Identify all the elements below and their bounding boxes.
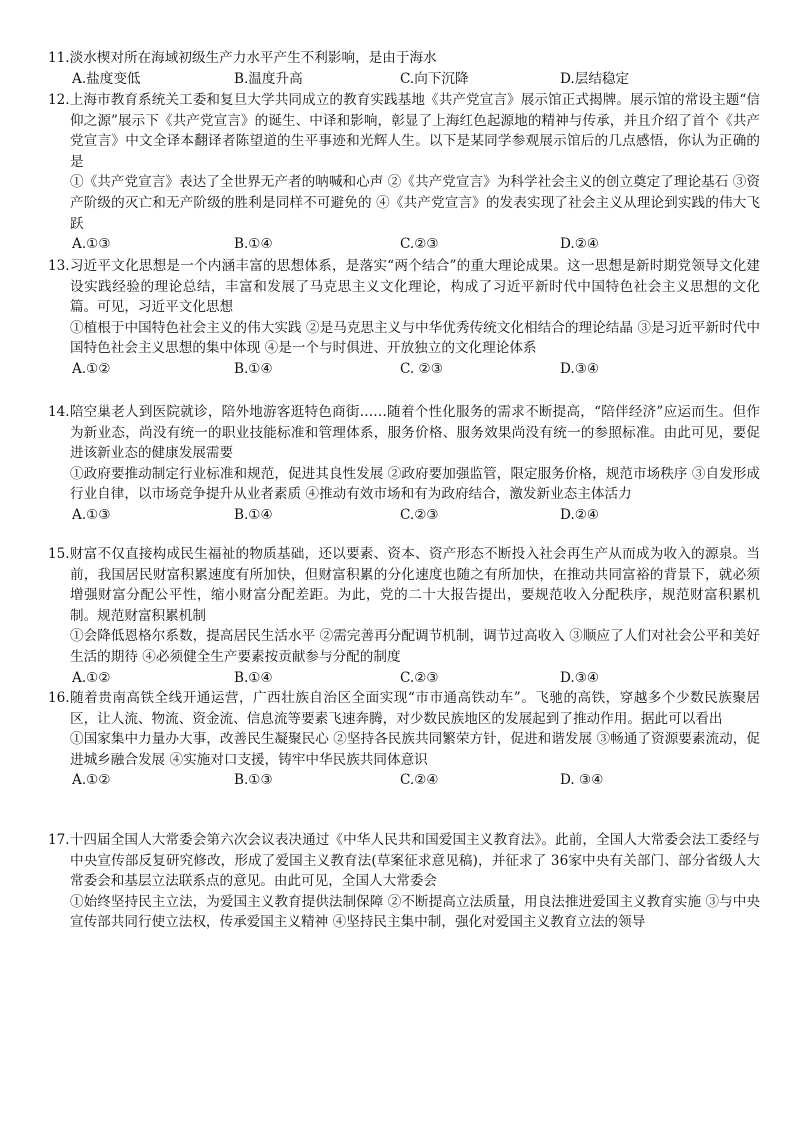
question-statements: ①国家集中力量办大事，改善民生凝聚民心 ②坚持各民族共同繁荣方针，促进和谐发展 ③畅通了资源要素流动，促进城乡融合发展 ④实施对口支援，铸牢中华民族共同体意识 xyxy=(70,731,760,768)
question-statements: ①会降低恩格尔系数，提高居民生活水平 ②需完善再分配调节机制，调节过高收入 ③顺应了人们对社会公平和美好生活的期待 ④必须健全生产要素按贡献参与分配的制度 xyxy=(70,628,760,665)
question-stem xyxy=(48,402,760,464)
answer-choices xyxy=(48,359,760,380)
choice-d: D.③④ xyxy=(560,669,600,686)
choice-c: C.②③ xyxy=(400,669,439,686)
question-13 xyxy=(48,256,760,380)
choice-b: B.①④ xyxy=(234,506,273,523)
question-text: 上海市教育系统关工委和复旦大学共同成立的教育实践基地《共产党宣言》展示馆正式揭牌。展示馆的常设主题“信仰之源”展示下《共产党宣言》的诞生、中译和影响，彰显了上海红色起源地的精神与传承，并且介绍了首个《共产党宣言》中文全译本翻译者陈望道的生平事迹和光辉人生。以下是某同学参观展示馆后的几点感悟，你认为正确的是 xyxy=(69,92,760,170)
question-17 xyxy=(48,830,760,933)
question-text: 财富不仅直接构成民生福祉的物质基础，还以要素、资本、资产形态不断投入社会再生产从而成为收入的源泉。当前，我国居民财富积累速度有所加快，但财富积累的分化速度也随之有所加快，在推动共同富裕的背景下，就必须增强财富分配公平性，缩小财富分配差距。为此，党的二十大报告提出，要规范收入分配秩序，规范财富积累机制。规范财富积累机制 xyxy=(69,546,760,624)
choice-c: C.②③ xyxy=(400,236,439,253)
choice-d: D.层结稳定 xyxy=(560,70,630,87)
question-text: 随着贵南高铁全线开通运营，广西壮族自治区全面实现“市市通高铁动车”。飞驰的高铁，穿越多个少数民族聚居区，让人流、物流、资金流、信息流等要素飞速奔腾，对少数民族地区的发展起到了推动作用。据此可以看出 xyxy=(69,690,760,727)
question-statements: ①植根于中国特色社会主义的伟大实践 ②是马克思主义与中华优秀传统文化相结合的理论结晶 ③是习近平新时代中国特色社会主义思想的集中体现 ④是一个与时俱进、开放独立的文化理论体系 xyxy=(70,319,760,357)
choice-b: B.①④ xyxy=(234,236,273,253)
choice-b: B.①④ xyxy=(234,669,273,686)
question-number: 16. xyxy=(48,690,70,706)
choice-a: A.①② xyxy=(72,360,111,377)
question-number: 12. xyxy=(48,92,70,108)
question-text: 习近平文化思想是一个内涵丰富的思想体系，是落实“两个结合”的重大理论成果。这一思想是新时期党领导文化建设实践经验的理论总结，丰富和发展了马克思主义文化理论，构成了习近平新时代中国特色社会主义思想的文化篇。可见，习近平文化思想 xyxy=(69,258,760,316)
question-11 xyxy=(48,48,760,90)
choice-a: A.①② xyxy=(72,772,111,789)
question-stem xyxy=(48,256,760,318)
answer-choices xyxy=(48,668,760,689)
choice-d: D.②④ xyxy=(560,236,600,253)
question-stem xyxy=(48,48,760,69)
question-number: 17. xyxy=(48,832,70,848)
question-text: 淡水楔对所在海域初级生产力水平产生不利影响，是由于海水 xyxy=(69,50,437,66)
question-12 xyxy=(48,90,760,255)
choice-c: C.向下沉降 xyxy=(400,70,469,87)
choice-c: C.②③ xyxy=(400,506,439,523)
choice-d: D.③④ xyxy=(560,360,600,377)
choice-b: B.温度升高 xyxy=(234,70,303,87)
answer-choices xyxy=(48,770,760,791)
question-number: 11. xyxy=(48,50,70,66)
question-16 xyxy=(48,688,760,791)
choice-a: A.盐度变低 xyxy=(72,70,141,87)
question-number: 13. xyxy=(48,258,70,274)
choice-c: C.②④ xyxy=(400,772,439,789)
question-stem xyxy=(48,830,760,892)
question-number: 15. xyxy=(48,546,70,562)
question-text: 陪空巢老人到医院就诊，陪外地游客逛特色商街……随着个性化服务的需求不断提高，“陪伴经济”应运而生。但作为新业态，尚没有统一的职业技能标准和管理体系，服务价格、服务效果尚没有统一的参照标准。由此可见，要促进该新业态的健康发展需要 xyxy=(69,404,760,462)
choice-a: A.①③ xyxy=(72,506,111,523)
question-14 xyxy=(48,402,760,526)
choice-a: A.①③ xyxy=(72,236,111,253)
choice-a: A.①② xyxy=(72,669,111,686)
question-stem xyxy=(48,544,760,626)
question-stem xyxy=(48,90,760,172)
choice-d: D.②④ xyxy=(560,506,600,523)
answer-choices xyxy=(48,69,760,90)
question-statements: ①《共产党宣言》表达了全世界无产者的呐喊和心声 ②《共产党宣言》为科学社会主义的创立奠定了理论基石 ③资产阶级的灭亡和无产阶级的胜利是同样不可避免的 ④《共产党宣言》的发表实现了社会主义从理论到实践的伟大飞跃 xyxy=(70,174,760,232)
choice-b: B.①④ xyxy=(234,360,273,377)
question-text: 十四届全国人大常委会第六次会议表决通过《中华人民共和国爱国主义教育法》。此前，全国人大常委会法工委经与中央宣传部反复研究修改，形成了爱国主义教育法(草案征求意见稿)，并征求了 36家中央有关部门、部分省级人大常委会和基层立法联系点的意见。由此可见，全国人大常委会 xyxy=(69,832,760,890)
answer-choices xyxy=(48,505,760,526)
choice-b: B.①③ xyxy=(234,772,273,789)
question-stem xyxy=(48,688,760,729)
question-statements: ①政府要推动制定行业标准和规范，促进其良性发展 ②政府要加强监管，限定服务价格，规范市场秩序 ③自发形成行业自律，以市场竞争提升从业者素质 ④推动有效市场和有为政府结合，激发新业态主体活力 xyxy=(70,465,760,503)
choice-d: D. ③④ xyxy=(560,772,604,789)
answer-choices xyxy=(48,234,760,255)
question-number: 14. xyxy=(48,404,70,420)
choice-c: C. ②③ xyxy=(400,360,443,377)
question-statements: ①始终坚持民主立法，为爱国主义教育提供法制保障 ②不断提高立法质量，用良法推进爱国主义教育实施 ③与中央宣传部共同行使立法权，传承爱国主义精神 ④坚持民主集中制，强化对爱国主义教育立法的领导 xyxy=(70,893,760,931)
question-15 xyxy=(48,544,760,689)
